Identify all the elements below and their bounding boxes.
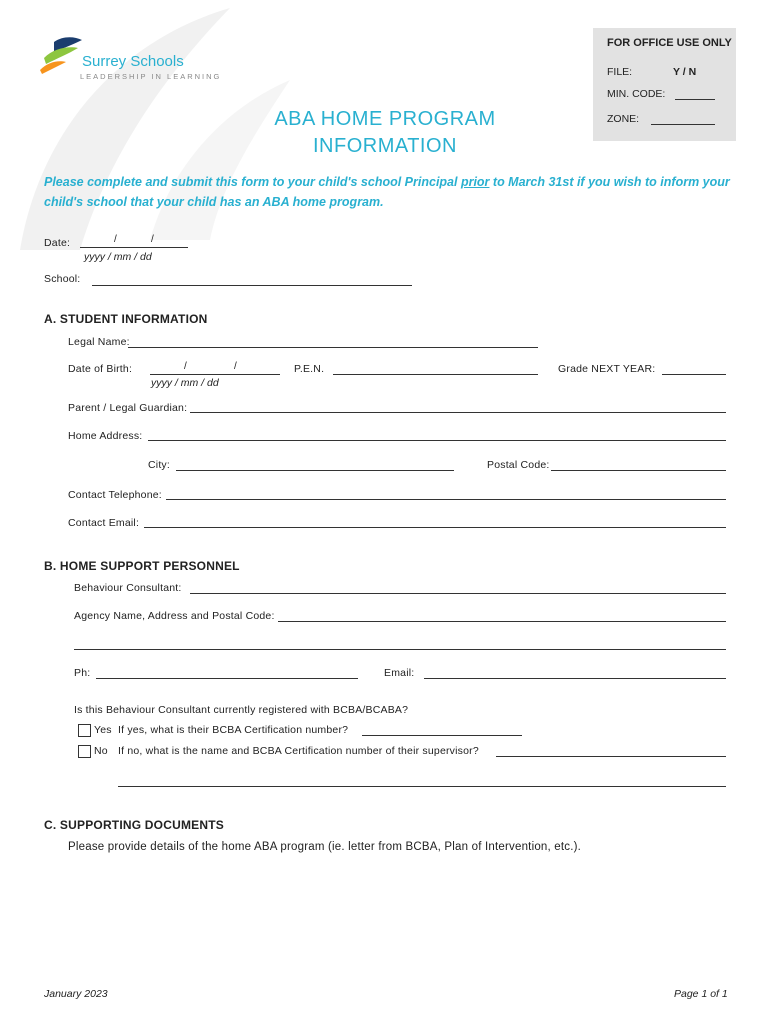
title-line-2: INFORMATION (312, 135, 457, 157)
no-label: No (94, 745, 108, 757)
date-label: Date: (44, 237, 71, 249)
city-field[interactable] (176, 470, 454, 471)
section-a-heading: A. STUDENT INFORMATION (44, 312, 208, 326)
intro-before: Please complete and submit this form to your child's school Principal (44, 175, 461, 189)
dob-slash-1: / (184, 361, 187, 372)
zone-label: ZONE: (607, 113, 640, 125)
supporting-documents-text: Please provide details of the home ABA program (ie. letter from BCBA, Plan of Intervention, etc.). (68, 841, 582, 853)
grade-label: Grade NEXT YEAR: (558, 363, 656, 375)
consultant-phone-label: Ph: (74, 667, 91, 679)
legal-name-label: Legal Name: (68, 336, 130, 348)
section-b-heading: B. HOME SUPPORT PERSONNEL (44, 559, 240, 573)
section-c-heading: C. SUPPORTING DOCUMENTS (44, 818, 224, 832)
dob-slash-2: / (234, 361, 237, 372)
consultant-email-label: Email: (384, 667, 415, 679)
consultant-email-field[interactable] (424, 678, 726, 679)
file-label: FILE: (607, 66, 633, 78)
office-use-heading: FOR OFFICE USE ONLY (607, 37, 732, 49)
email-label: Contact Email: (68, 517, 140, 529)
agency-label: Agency Name, Address and Postal Code: (74, 610, 275, 622)
title-line-1: ABA HOME PROGRAM (274, 108, 496, 130)
consultant-phone-field[interactable] (96, 678, 358, 679)
date-slash-2: / (151, 234, 154, 245)
footer-page: Page 1 of 1 (674, 988, 728, 1000)
consultant-field[interactable] (190, 593, 726, 594)
telephone-field[interactable] (166, 499, 726, 500)
date-hint: yyyy / mm / dd (84, 251, 152, 263)
logo-tagline: LEADERSHIP IN LEARNING (80, 72, 222, 81)
supervisor-field[interactable] (496, 756, 726, 757)
yes-question: If yes, what is their BCBA Certification number? (118, 724, 349, 736)
school-field[interactable] (92, 285, 412, 286)
grade-field[interactable] (662, 374, 726, 375)
no-checkbox[interactable] (78, 745, 91, 758)
address-label: Home Address: (68, 430, 143, 442)
school-label: School: (44, 273, 81, 285)
office-use-box (593, 28, 736, 141)
no-question: If no, what is the name and BCBA Certification number of their supervisor? (118, 745, 479, 757)
zone-field[interactable] (651, 124, 715, 125)
guardian-field[interactable] (190, 412, 726, 413)
date-slash-1: / (114, 234, 117, 245)
dob-field[interactable] (150, 374, 280, 375)
postal-code-label: Postal Code: (487, 459, 550, 471)
bcba-number-field[interactable] (362, 735, 522, 736)
logo-name: Surrey Schools (82, 53, 184, 70)
min-code-field[interactable] (675, 99, 715, 100)
telephone-label: Contact Telephone: (68, 489, 162, 501)
city-label: City: (148, 459, 170, 471)
agency-field[interactable] (278, 621, 726, 622)
date-field[interactable] (80, 247, 188, 248)
dob-hint: yyyy / mm / dd (151, 377, 219, 389)
dob-label: Date of Birth: (68, 363, 133, 375)
postal-code-field[interactable] (551, 470, 726, 471)
intro-after: to March 31st if you wish to inform your child's school that your child has an ABA home program. (44, 175, 730, 209)
footer-date: January 2023 (44, 988, 108, 1000)
yes-label: Yes (94, 724, 112, 736)
file-value: Y / N (673, 66, 697, 78)
guardian-label: Parent / Legal Guardian: (68, 402, 188, 414)
pen-field[interactable] (333, 374, 538, 375)
min-code-label: MIN. CODE: (607, 88, 666, 100)
intro-emphasis: prior (460, 175, 490, 189)
bcba-question: Is this Behaviour Consultant currently registered with BCBA/BCABA? (74, 704, 409, 716)
legal-name-field[interactable] (128, 347, 538, 348)
address-field[interactable] (148, 440, 726, 441)
page-title (240, 106, 530, 160)
consultant-label: Behaviour Consultant: (74, 582, 182, 594)
agency-field-line-2[interactable] (74, 649, 726, 650)
logo-mark-icon (40, 36, 88, 76)
pen-label: P.E.N. (294, 363, 325, 375)
intro-text (44, 172, 734, 212)
yes-checkbox[interactable] (78, 724, 91, 737)
email-field[interactable] (144, 527, 726, 528)
supervisor-field-line-2[interactable] (118, 786, 726, 787)
